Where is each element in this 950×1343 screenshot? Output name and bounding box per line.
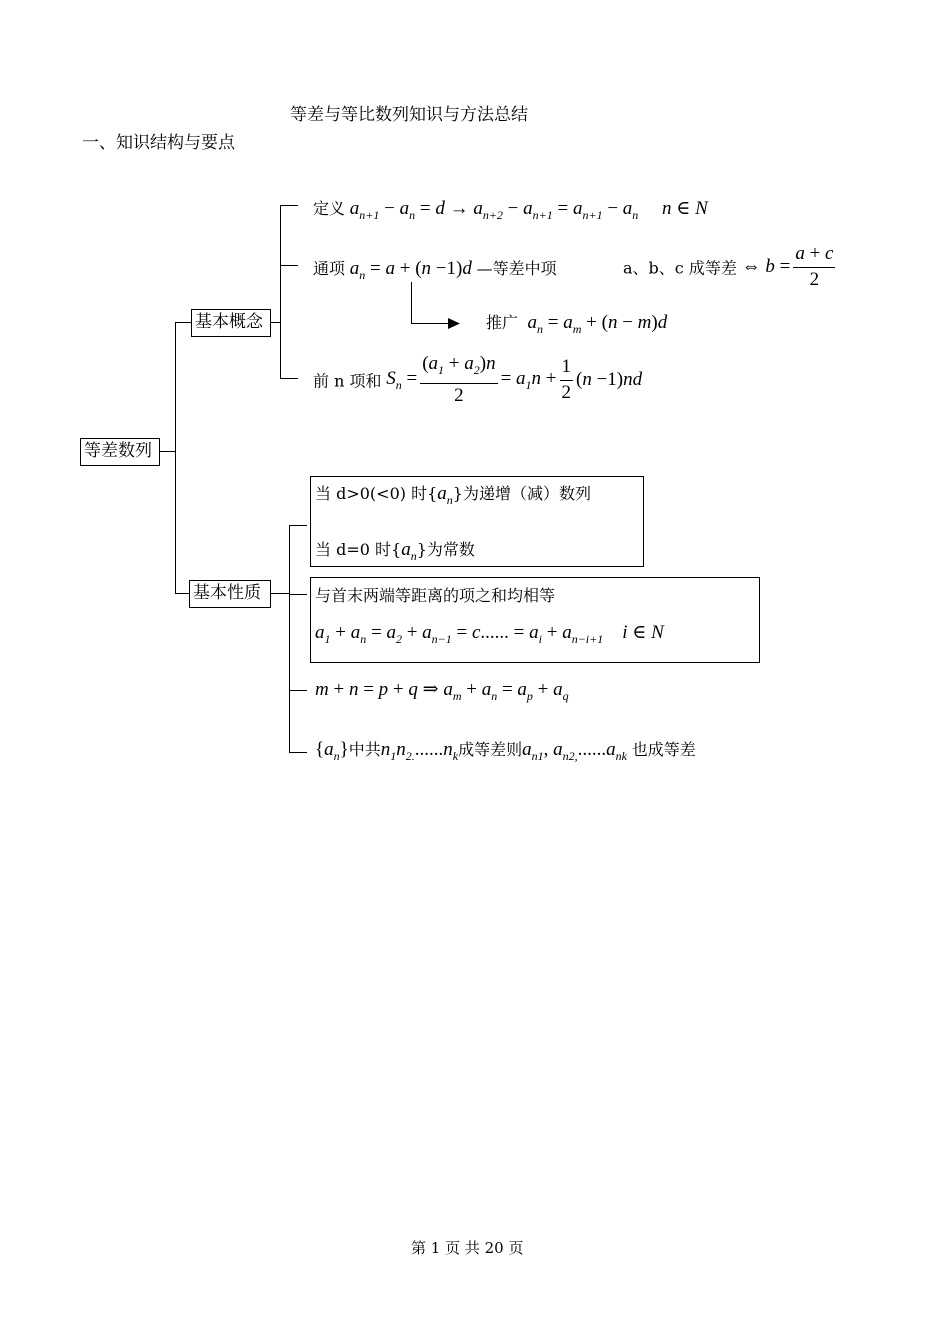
- middle-term-condition-text: a、b、c 成等差: [623, 258, 737, 278]
- arrow-shaft: [411, 282, 412, 324]
- connector: [289, 525, 290, 753]
- connector: [175, 322, 191, 323]
- connector: [289, 525, 307, 526]
- page-title: 等差与等比数列知识与方法总结: [290, 105, 528, 125]
- general-term-label: 通项: [313, 259, 346, 278]
- constant-rule-text-b: }为常数: [416, 540, 475, 559]
- constant-rule-text-a: 当 d=0 时{: [315, 540, 402, 559]
- increasing-rule-text-a: 当 d>0(<0) 时{: [315, 484, 438, 503]
- definition-label: 定义: [313, 199, 346, 218]
- connector: [280, 265, 298, 266]
- definition-line: 定义 $a_{n+1} - a_n = d \to a_{n+2} - a_{n+1} = a_{n+1} - a_n$ n ∈ N: [313, 198, 708, 222]
- arrow-shaft: [411, 323, 449, 324]
- connector: [175, 593, 190, 594]
- increasing-rule: 当 d>0(<0) 时$\{a_n\}$为递增（减）数列: [315, 483, 591, 507]
- generalization-label: 推广: [486, 313, 519, 332]
- subsequence-text-c: 也成等差: [631, 740, 696, 759]
- middle-term-label: —等差中项: [476, 259, 557, 278]
- subsequence-property: $\{a_n\}$中共$n_1n_{2.}......n_k$成等差则$a_{n1}$, $a_{n2,}......a_{nk}$ 也成等差: [315, 739, 696, 763]
- connector: [289, 752, 307, 753]
- symmetric-sum-formula: $a_1 + a_n = a_2 + a_{n-1} = c$...... = $a_i + a_{n-i+1}$ i ∈ N: [315, 622, 664, 646]
- connector: [289, 690, 307, 691]
- middle-term-condition: a、b、c 成等差 ⇔ b = $\frac{a + c}{2}$: [623, 243, 834, 290]
- connector: [270, 593, 289, 594]
- node-concept: 基本概念: [191, 309, 271, 337]
- connector: [280, 205, 281, 379]
- sum-line: 前 n 项和 $S_n$ = $\frac{(a_1 + a_2)n}{2}$ = $a_1n$ + $\frac{1}{2}$ (n −1)nd: [313, 353, 643, 406]
- general-term-line: 通项 $a_n = a + (n -1)d$ —等差中项: [313, 258, 557, 282]
- subsequence-text-b: 成等差则: [458, 740, 523, 759]
- connector: [289, 594, 307, 595]
- sum-label: 前 n 项和: [313, 371, 382, 391]
- subsequence-text-a: 中共: [348, 740, 381, 759]
- section-heading: 一、知识结构与要点: [82, 133, 235, 153]
- index-sum-property: m + n = p + q ⇒ $a_m + a_n = a_p + a_q$: [315, 679, 569, 703]
- connector: [175, 322, 176, 594]
- connector: [160, 451, 176, 452]
- arrow-head-icon: [448, 318, 460, 329]
- page-footer: 第 1 页 共 20 页: [411, 1239, 524, 1257]
- increasing-rule-text-b: }为递增（减）数列: [452, 484, 591, 503]
- connector: [270, 322, 280, 323]
- constant-rule: 当 d=0 时$\{a_n\}$为常数: [315, 539, 475, 563]
- connector: [280, 205, 298, 206]
- node-property: 基本性质: [189, 580, 271, 608]
- symmetric-sum-text: 与首末两端等距离的项之和均相等: [315, 586, 556, 605]
- connector: [280, 378, 298, 379]
- node-root: 等差数列: [80, 438, 160, 466]
- generalization-line: 推广 $a_n = a_m + (n - m)d$: [486, 312, 668, 336]
